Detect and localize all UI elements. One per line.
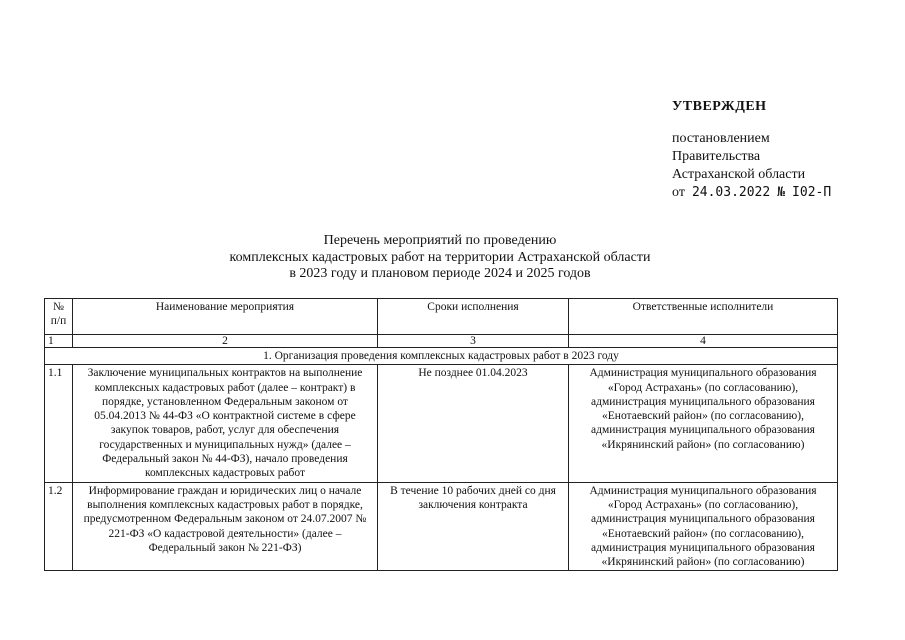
approval-date: 24.03.2022 xyxy=(691,185,771,200)
title-line-3: в 2023 году и плановом периоде 2024 и 2025 годов xyxy=(289,266,591,281)
header-name: Наименование мероприятия xyxy=(73,299,378,335)
title-line-1: Перечень мероприятий по проведению xyxy=(323,233,557,248)
row-responsible: Администрация муниципального образования «Город Астрахань» (по согласованию), администрация муниципального образования «Енотаевский район» (по согласованию), администрация муниципального образования «Икрянинский район» (по согласованию) xyxy=(569,482,838,571)
table-header-row xyxy=(45,299,838,335)
row-number: 1.1 xyxy=(45,365,73,482)
row-deadline: В течение 10 рабочих дней со дня заключения контракта xyxy=(378,482,569,571)
row-activity-name: Информирование граждан и юридических лиц о начале выполнения комплексных кадастровых работ в порядке, предусмотренном Федеральным законом от 24.07.2007 № 221-ФЗ «О кадастровой деятельности» (далее – Федеральный закон № 221-ФЗ) xyxy=(73,482,378,571)
approval-date-line xyxy=(672,184,831,202)
approval-line-1: постановлением xyxy=(672,131,770,146)
approval-number-prefix: № xyxy=(777,185,786,200)
row-number: 1.2 xyxy=(45,482,73,571)
column-number-3: 3 xyxy=(378,335,569,348)
section-row xyxy=(45,348,838,365)
approval-stamp xyxy=(672,98,831,202)
title-line-2: комплексных кадастровых работ на территории Астраханской области xyxy=(229,249,651,265)
activities-table xyxy=(44,298,838,571)
approval-number: I02-П xyxy=(792,185,832,200)
approval-line-2: Правительства xyxy=(672,149,761,164)
table-row xyxy=(45,482,838,571)
document-title xyxy=(190,233,690,283)
table-row xyxy=(45,365,838,482)
column-number-row xyxy=(45,335,838,348)
header-responsible: Ответственные исполнители xyxy=(569,299,838,335)
approval-heading: УТВЕРЖДЕН xyxy=(672,99,767,114)
column-number-2: 2 xyxy=(73,335,378,348)
column-number-1: 1 xyxy=(45,335,73,348)
row-activity-name: Заключение муниципальных контрактов на выполнение комплексных кадастровых работ (далее – контракт) в порядке, установленном Федеральным законом от 05.04.2013 № 44-ФЗ «О контрактной системе в сфере закупок товаров, работ, услуг для обеспечения государственных и муниципальных нужд» (далее – Федеральный закон № 44-ФЗ), начало проведения комплексных кадастровых работ xyxy=(73,365,378,482)
row-deadline: Не позднее 01.04.2023 xyxy=(378,365,569,482)
header-deadline: Сроки исполнения xyxy=(378,299,569,335)
section-title: 1. Организация проведения комплексных кадастровых работ в 2023 году xyxy=(45,348,838,365)
approval-date-prefix: от xyxy=(672,185,685,200)
column-number-4: 4 xyxy=(569,335,838,348)
row-responsible: Администрация муниципального образования «Город Астрахань» (по согласованию), администрация муниципального образования «Енотаевский район» (по согласованию), администрация муниципального образования «Икрянинский район» (по согласованию) xyxy=(569,365,838,482)
header-num: № п/п xyxy=(45,299,73,335)
approval-line-3: Астраханской области xyxy=(672,167,806,182)
